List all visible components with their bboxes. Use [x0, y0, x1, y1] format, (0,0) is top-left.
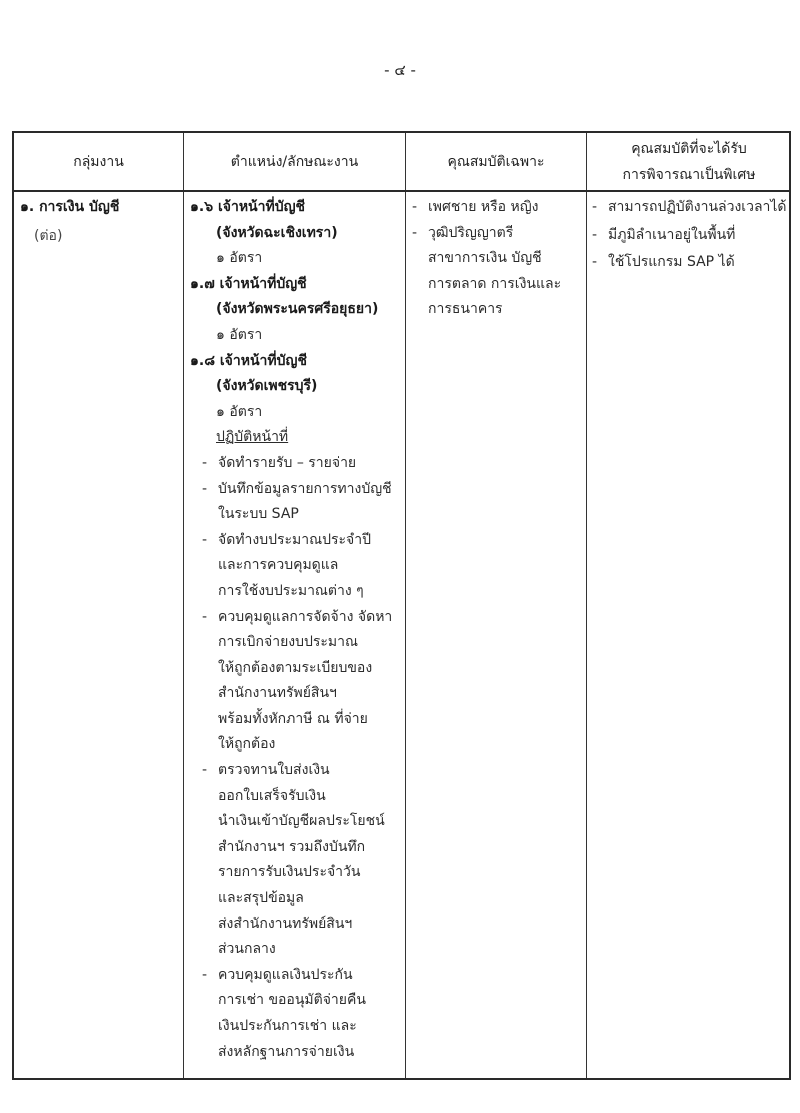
- list-item-text: การเช่า ขออนุมัติจ่ายคืน: [218, 992, 366, 1009]
- bullet-dash: -: [202, 966, 208, 983]
- bullet-dash: -: [592, 226, 598, 243]
- list-item-text: บันทึกข้อมูลรายการทางบัญชี: [218, 480, 392, 497]
- position-count: ๑ อัตรา: [216, 403, 263, 420]
- list-item-text: ส่งหลักฐานการจ่ายเงิน: [218, 1043, 355, 1060]
- bullet-dash: -: [202, 480, 208, 497]
- position-count: ๑ อัตรา: [216, 326, 263, 343]
- bullet-dash: -: [412, 224, 418, 241]
- bullet-dash: [412, 297, 428, 323]
- special-consideration-list: [592, 195, 790, 278]
- duties-list: [190, 451, 402, 1065]
- list-item-text: รายการรับเงินประจำวัน: [218, 864, 361, 881]
- bullet-dash: [412, 246, 428, 272]
- list-item-text: วุฒิปริญญาตรี: [428, 224, 514, 241]
- qualification-item: [412, 195, 582, 221]
- list-item-text: ในระบบ SAP: [218, 506, 299, 523]
- duty-item: [190, 605, 402, 759]
- list-item-text: สามารถปฏิบัติงานล่วงเวลาได้: [608, 199, 787, 215]
- bullet-dash: -: [202, 454, 208, 471]
- position-province: (จังหวัดฉะเชิงเทรา): [216, 224, 338, 241]
- page-number: - ๔ -: [384, 61, 416, 79]
- list-item-text: พร้อมทั้งหักภาษี ณ ที่จ่าย: [218, 710, 368, 727]
- list-item-text: และสรุปข้อมูล: [218, 890, 304, 907]
- group-name: ๑. การเงิน บัญชี: [20, 199, 120, 215]
- header-position: ตำแหน่ง/ลักษณะงาน: [230, 153, 359, 170]
- list-item-text: ตรวจทานใบส่งเงิน: [218, 762, 330, 779]
- header-special-line1: คุณสมบัติที่จะได้รับ: [631, 140, 747, 157]
- list-item-text: ใช้โปรแกรม SAP ได้: [608, 254, 735, 271]
- bullet-dash: -: [412, 199, 418, 215]
- list-item-text: ควบคุมดูแลเงินประกัน: [218, 966, 353, 983]
- position-title: เจ้าหน้าที่บัญชี: [219, 275, 307, 292]
- duties-heading: ปฏิบัติหน้าที่: [216, 429, 289, 446]
- column-divider: [405, 133, 406, 1078]
- bullet-dash: [202, 860, 218, 886]
- position-item: [190, 349, 402, 426]
- group-cell: [20, 195, 180, 249]
- bullet-dash: -: [202, 608, 208, 625]
- list-item-text: มีภูมิลำเนาอยู่ในพื้นที่: [608, 226, 736, 243]
- bullet-dash: [202, 835, 218, 861]
- list-item-text: ส่วนกลาง: [218, 941, 276, 958]
- list-item-text: สำนักงานทรัพย์สินฯ: [218, 685, 337, 702]
- list-item-text: จัดทำรายรับ – รายจ่าย: [218, 454, 357, 471]
- list-item-text: ส่งสำนักงานทรัพย์สินฯ: [218, 915, 353, 932]
- duty-item: [190, 758, 402, 963]
- position-item: [190, 272, 402, 349]
- bullet-dash: [202, 1040, 218, 1066]
- list-item-text: เพศชาย หรือ หญิง: [428, 199, 539, 215]
- bullet-dash: [202, 553, 218, 579]
- column-divider: [183, 133, 184, 1078]
- list-item-text: สำนักงานฯ รวมถึงบันทึก: [218, 838, 366, 855]
- special-item: [592, 195, 790, 221]
- bullet-dash: [202, 886, 218, 912]
- bullet-dash: -: [202, 762, 208, 779]
- bullet-dash: [202, 630, 218, 656]
- list-item-text: ให้ถูกต้องตามระเบียบของ: [218, 659, 373, 676]
- list-item-text: และการควบคุมดูแล: [218, 557, 339, 574]
- bullet-dash: [202, 502, 218, 528]
- list-item-text: ควบคุมดูแลการจัดจ้าง จัดหา: [218, 608, 393, 625]
- qualifications-list: [412, 195, 582, 323]
- list-item-text: การตลาด การเงินและ: [428, 275, 562, 292]
- list-item-text: นำเงินเข้าบัญชีผลประโยชน์: [218, 813, 385, 830]
- duty-item: [190, 963, 402, 1065]
- header-group: กลุ่มงาน: [73, 153, 124, 170]
- position-code: ๑.๖: [190, 199, 214, 215]
- column-divider: [586, 133, 587, 1078]
- position-title: เจ้าหน้าที่บัญชี: [217, 199, 306, 215]
- qualification-item: [412, 221, 582, 323]
- position-province: (จังหวัดพระนครศรีอยุธยา): [216, 301, 379, 318]
- duty-item: [190, 451, 402, 477]
- list-item-text: สาขาการเงิน บัญชี: [428, 250, 542, 267]
- bullet-dash: [202, 732, 218, 758]
- bullet-dash: -: [202, 531, 208, 548]
- special-item: [592, 250, 790, 276]
- bullet-dash: [202, 937, 218, 963]
- list-item-text: จัดทำงบประมาณประจำปี: [218, 531, 371, 548]
- header-divider: [14, 190, 789, 192]
- list-item-text: ออกใบเสร็จรับเงิน: [218, 787, 326, 804]
- list-item-text: การใช้งบประมาณต่าง ๆ: [218, 582, 364, 599]
- bullet-dash: [202, 809, 218, 835]
- position-title: เจ้าหน้าที่บัญชี: [219, 352, 307, 369]
- bullet-dash: [202, 707, 218, 733]
- list-item-text: การเบิกจ่ายงบประมาณ: [218, 634, 358, 651]
- bullet-dash: [202, 681, 218, 707]
- job-table: [12, 131, 791, 1080]
- list-item-text: การธนาคาร: [428, 301, 503, 318]
- position-code: ๑.๗: [190, 275, 215, 292]
- bullet-dash: -: [592, 254, 598, 271]
- position-cell: [190, 195, 402, 1065]
- bullet-dash: [202, 988, 218, 1014]
- position-item: [190, 195, 402, 272]
- position-count: ๑ อัตรา: [216, 250, 263, 267]
- bullet-dash: [202, 912, 218, 938]
- duty-item: [190, 477, 402, 528]
- duty-item: [190, 528, 402, 605]
- bullet-dash: [412, 272, 428, 298]
- header-qualifications: คุณสมบัติเฉพาะ: [447, 153, 545, 170]
- bullet-dash: [202, 656, 218, 682]
- bullet-dash: -: [592, 199, 598, 215]
- bullet-dash: [202, 1014, 218, 1040]
- bullet-dash: [202, 784, 218, 810]
- position-province: (จังหวัดเพชรบุรี): [216, 378, 318, 395]
- header-special-line2: การพิจารณาเป็นพิเศษ: [622, 166, 756, 183]
- bullet-dash: [202, 579, 218, 605]
- group-continued: (ต่อ): [34, 227, 63, 244]
- list-item-text: ให้ถูกต้อง: [218, 736, 276, 753]
- special-item: [592, 223, 790, 249]
- position-code: ๑.๘: [190, 352, 216, 369]
- list-item-text: เงินประกันการเช่า และ: [218, 1018, 357, 1034]
- header-special-consideration: [587, 133, 791, 190]
